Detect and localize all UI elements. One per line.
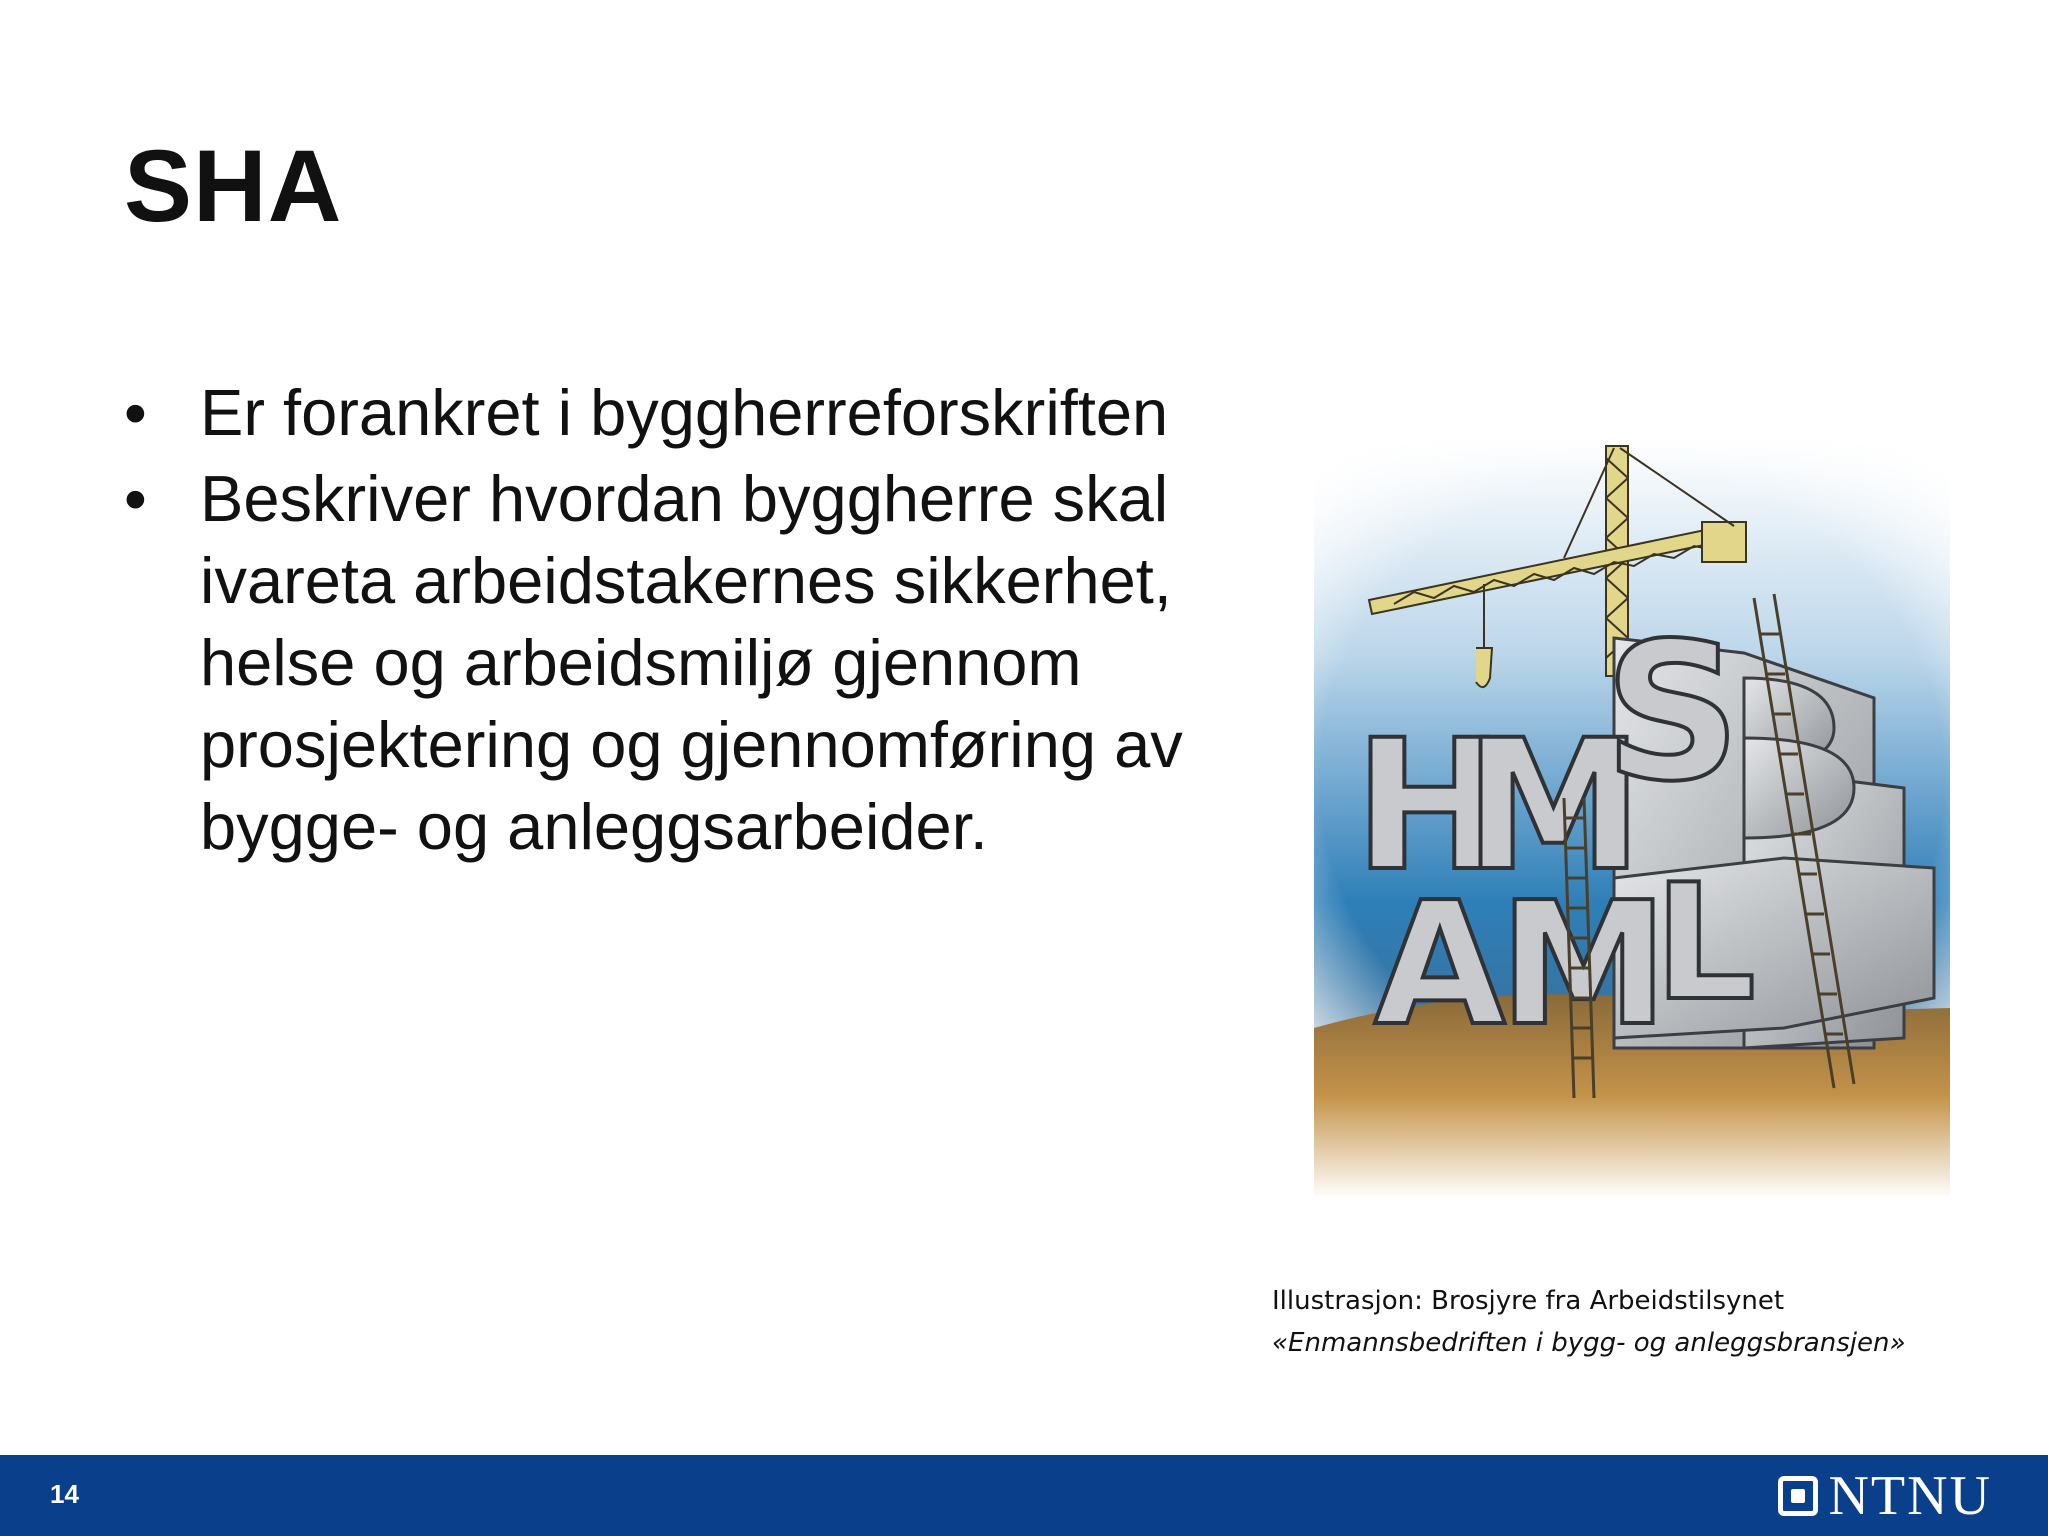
slide-title: SHA: [124, 129, 343, 243]
ntnu-logo: [1778, 1465, 1992, 1527]
letter-m2: M: [1499, 866, 1669, 1064]
ntnu-logo-icon: [1778, 1476, 1818, 1516]
letter-m: M: [1464, 702, 1644, 911]
footer-bar: [0, 1455, 2048, 1536]
ntnu-logo-text: NTNU: [1828, 1465, 1992, 1527]
hms-aml-drawing: [1314, 438, 1950, 1198]
letter-a: A: [1374, 866, 1506, 1064]
bullet-text: Beskriver hvordan byggherre skal ivareta arbeidstakernes sikkerhet, helse og arbeidsmiljø gjennom prosjektering og gjennomføring av bygge- og anleggsarbeider.: [200, 462, 1183, 863]
image-caption: [1272, 1280, 1992, 1364]
bullet-marker: •: [124, 376, 147, 449]
page-number: 14: [50, 1479, 79, 1509]
bullet-list: [124, 372, 1264, 872]
bullet-item: [124, 458, 1264, 868]
bullet-marker: •: [124, 462, 147, 535]
hms-aml-illustration: [1314, 438, 1950, 1198]
letter-h: H: [1354, 702, 1505, 911]
letter-s: S: [1604, 602, 1741, 823]
letter-l: L: [1654, 849, 1756, 1036]
caption-source: Illustrasjon: Brosjyre fra Arbeidstilsynet: [1272, 1286, 1785, 1316]
bullet-text: Er forankret i byggherreforskriften: [200, 376, 1169, 449]
bullet-item: [124, 372, 1264, 454]
caption-title: «Enmannsbedriften i bygg- og anleggsbransjen»: [1272, 1328, 1906, 1358]
